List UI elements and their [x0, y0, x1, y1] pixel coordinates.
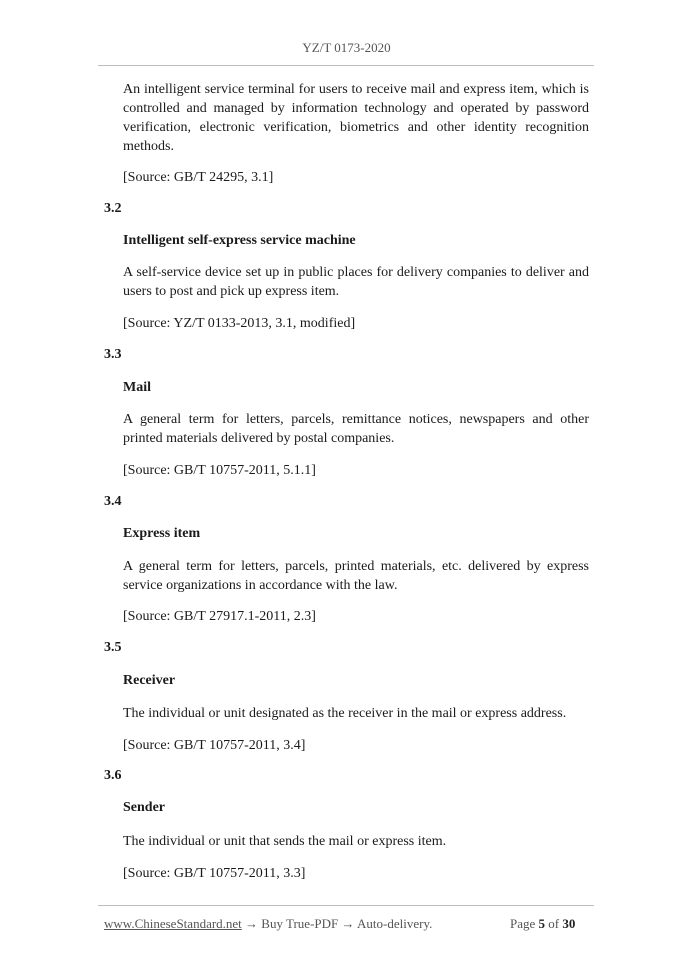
page-total: 30	[562, 916, 576, 931]
clause-source: [Source: GB/T 27917.1-2011, 2.3]	[123, 609, 316, 624]
page-indicator	[510, 916, 575, 932]
intro-source: [Source: GB/T 24295, 3.1]	[123, 170, 274, 185]
clause-number: 3.5	[104, 640, 122, 655]
buy-pdf-text: Buy True-PDF	[261, 916, 339, 931]
clause-definition: The individual or unit designated as the receiver in the mail or express address.	[123, 706, 567, 721]
clause-number: 3.6	[104, 768, 122, 783]
arrow-icon: →	[341, 916, 355, 931]
clause-definition: A general term for letters, parcels, printed materials, etc. delivered by express service organizations in accordance with the law.	[123, 559, 589, 593]
arrow-icon: →	[245, 916, 259, 931]
clause-definition: A general term for letters, parcels, remittance notices, newspapers and other printed materials delivered by postal companies.	[123, 412, 589, 446]
header-divider	[98, 65, 594, 66]
page-of-label: of	[548, 916, 560, 931]
website-link[interactable]: www.ChineseStandard.net	[104, 916, 242, 931]
intro-definition: An intelligent service terminal for users to receive mail and express item, which is controlled and managed by information technology and operated by password verification, electronic verification, biometrics and other identity recognition methods.	[123, 82, 589, 154]
clause-definition: The individual or unit that sends the mail or express item.	[123, 834, 447, 849]
footer-divider	[98, 905, 594, 906]
clause-term: Mail	[123, 380, 151, 395]
clause-term: Express item	[123, 526, 201, 541]
clause-term: Receiver	[123, 673, 176, 688]
footer-promo	[104, 916, 432, 932]
clause-source: [Source: YZ/T 0133-2013, 3.1, modified]	[123, 316, 356, 331]
clause-source: [Source: GB/T 10757-2011, 3.4]	[123, 738, 306, 753]
auto-delivery-text: Auto-delivery.	[357, 916, 433, 931]
clause-definition: A self-service device set up in public places for delivery companies to deliver and users to post and pick up express item.	[123, 265, 589, 299]
clause-source: [Source: GB/T 10757-2011, 5.1.1]	[123, 463, 316, 478]
page-current: 5	[538, 916, 546, 931]
clause-term: Sender	[123, 800, 165, 815]
page-label: Page	[510, 916, 536, 931]
clause-number: 3.2	[104, 201, 122, 216]
clause-number: 3.4	[104, 494, 122, 509]
clause-number: 3.3	[104, 347, 122, 362]
clause-term: Intelligent self-express service machine	[123, 233, 356, 248]
document-code-header: YZ/T 0173-2020	[302, 40, 391, 55]
clause-source: [Source: GB/T 10757-2011, 3.3]	[123, 866, 306, 881]
